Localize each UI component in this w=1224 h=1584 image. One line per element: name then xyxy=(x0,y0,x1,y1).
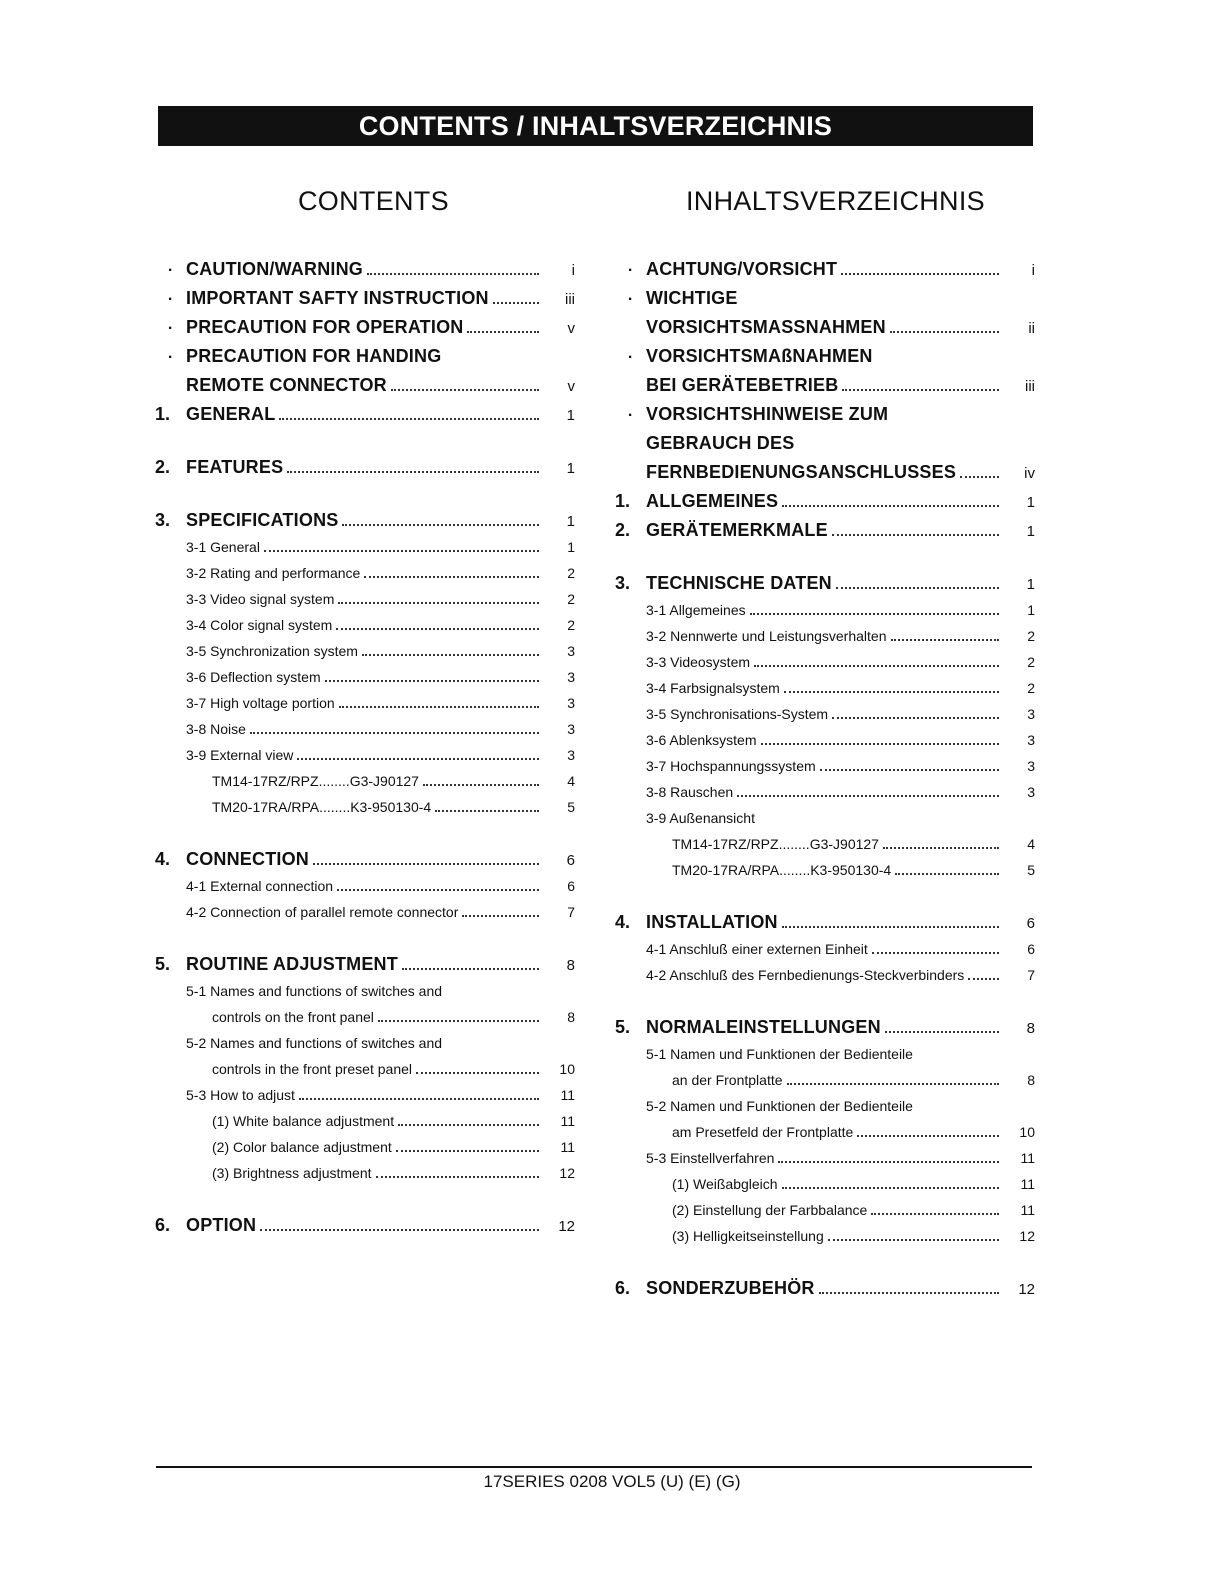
toc-entry-page: 3 xyxy=(567,747,575,763)
toc-entry-label: (3) Brightness adjustment xyxy=(212,1165,372,1181)
toc-entry xyxy=(155,585,575,611)
toc-entry-page: 2 xyxy=(1027,680,1035,696)
toc-entry xyxy=(155,1209,575,1238)
toc-dot-leader xyxy=(778,1161,999,1163)
toc-entry-label: 3-7 Hochspannungssystem xyxy=(646,758,816,774)
toc-entry-label: TECHNISCHE DATEN xyxy=(646,573,832,593)
toc-entry xyxy=(615,398,1035,427)
toc-entry xyxy=(615,596,1035,622)
toc-dot-leader xyxy=(462,915,539,917)
toc-entry xyxy=(155,793,575,819)
toc-dot-leader xyxy=(737,795,999,797)
toc-entry xyxy=(615,804,1035,830)
toc-entry-label: 3-5 Synchronisations-System xyxy=(646,706,829,722)
toc-dot-leader xyxy=(264,550,539,552)
german-contents-title: INHALTSVERZEICHNIS xyxy=(686,186,985,216)
toc-dot-leader xyxy=(337,889,539,891)
toc-dot-leader xyxy=(391,389,539,391)
toc-entry xyxy=(615,311,1035,340)
toc-entry-number: 6. xyxy=(155,1215,171,1235)
toc-entry-label: SONDERZUBEHÖR xyxy=(646,1278,815,1298)
toc-entry xyxy=(615,427,1035,456)
toc-entry xyxy=(155,1029,575,1055)
toc-entry xyxy=(155,898,575,924)
toc-entry xyxy=(155,1081,575,1107)
toc-entry-label: 3-1 General xyxy=(186,539,260,555)
toc-entry xyxy=(615,1118,1035,1144)
toc-entry xyxy=(155,451,575,480)
toc-dot-leader xyxy=(435,810,539,812)
toc-dot-leader xyxy=(885,1031,999,1033)
toc-entry-label: 3-3 Videosystem xyxy=(646,654,751,670)
toc-entry-page: 3 xyxy=(1027,706,1035,722)
toc-entry-page: 5 xyxy=(1027,862,1035,878)
toc-dot-leader xyxy=(313,863,539,865)
toc-entry-page: 6 xyxy=(567,878,575,894)
toc-entry xyxy=(615,1066,1035,1092)
toc-entry-page: 4 xyxy=(1027,836,1035,852)
toc-dot-leader xyxy=(467,331,539,333)
toc-entry-label: VORSICHTSMAßNAHMEN xyxy=(646,346,873,366)
toc-dot-leader xyxy=(364,576,539,578)
toc-dot-leader xyxy=(378,1020,539,1022)
toc-entry-page: 2 xyxy=(1027,654,1035,670)
toc-entry-page: 6 xyxy=(566,852,575,869)
toc-entry-page: v xyxy=(567,320,575,337)
toc-entry xyxy=(615,906,1035,935)
toc-entry xyxy=(155,1133,575,1159)
toc-entry-page: 1 xyxy=(1026,523,1035,540)
toc-entry-label: (1) Weißabgleich xyxy=(672,1176,778,1192)
toc-entry-number: 6. xyxy=(615,1278,631,1298)
toc-entry-page: 8 xyxy=(566,957,575,974)
toc-entry-label: 3-1 Allgemeines xyxy=(646,602,746,618)
toc-entry xyxy=(615,648,1035,674)
toc-entry-page: 11 xyxy=(560,1139,575,1155)
toc-entry-label: GEBRAUCH DES xyxy=(646,433,795,453)
toc-entry-label: an der Frontplatte xyxy=(672,1072,783,1088)
toc-entry-label: 4-1 External connection xyxy=(186,878,334,894)
toc-entry xyxy=(615,961,1035,987)
toc-entry-page: 1 xyxy=(566,513,575,530)
toc-entry-label: (1) White balance adjustment xyxy=(212,1113,395,1129)
toc-entry-label: 3-4 Farbsignalsystem xyxy=(646,680,780,696)
toc-dot-leader xyxy=(423,784,539,786)
toc-entry-page: 3 xyxy=(567,643,575,659)
toc-entry-label: VORSICHTSMASSNAHMEN xyxy=(646,317,886,337)
toc-dot-leader xyxy=(260,1229,539,1231)
toc-entry-label: 5-2 Namen und Funktionen der Bedienteile xyxy=(646,1098,913,1114)
toc-entry xyxy=(155,663,575,689)
toc-entry xyxy=(615,1272,1035,1301)
toc-entry xyxy=(155,843,575,872)
toc-entry-page: 3 xyxy=(567,695,575,711)
toc-entry-label: 5-3 How to adjust xyxy=(186,1087,295,1103)
toc-dot-leader xyxy=(841,273,999,275)
toc-dot-leader xyxy=(287,471,539,473)
toc-entry xyxy=(615,514,1035,543)
toc-entry-label: REMOTE CONNECTOR xyxy=(186,375,387,395)
toc-entry xyxy=(155,637,575,663)
toc-entry xyxy=(615,856,1035,882)
toc-entry-number: · xyxy=(627,407,634,424)
toc-entry-label: SPECIFICATIONS xyxy=(186,510,339,530)
toc-dot-leader xyxy=(784,691,999,693)
toc-entry-label: TM14-17RZ/RPZ........G3-J90127 xyxy=(672,836,879,852)
toc-entry xyxy=(615,700,1035,726)
toc-entry-page: 1 xyxy=(1027,602,1035,618)
toc-entry-page: 11 xyxy=(1020,1176,1035,1192)
toc-entry-label: NORMALEINSTELLUNGEN xyxy=(646,1017,881,1037)
toc-entry-page: 7 xyxy=(1027,967,1035,983)
toc-entry xyxy=(155,741,575,767)
toc-entry-label: FERNBEDIENUNGSANSCHLUSSES xyxy=(646,462,957,482)
toc-entry-label: am Presetfeld der Frontplatte xyxy=(672,1124,854,1140)
toc-entry-number xyxy=(155,922,186,924)
toc-entry-label: 3-5 Synchronization system xyxy=(186,643,358,659)
toc-entry-page: i xyxy=(1031,262,1035,279)
toc-dot-leader xyxy=(279,418,539,420)
toc-entry-label: controls in the front preset panel xyxy=(212,1061,413,1077)
toc-entry-page: 10 xyxy=(1019,1124,1035,1140)
toc-entry-number: 3. xyxy=(615,573,631,593)
toc-entry-label: 3-6 Ablenksystem xyxy=(646,732,757,748)
toc-entry-page: 8 xyxy=(567,1009,575,1025)
toc-entry-label: PRECAUTION FOR HANDING xyxy=(186,346,442,366)
toc-dot-leader xyxy=(960,476,999,478)
toc-dot-leader xyxy=(342,524,539,526)
toc-entry xyxy=(615,1196,1035,1222)
toc-entry-number: 2. xyxy=(615,520,631,540)
toc-dot-leader xyxy=(336,628,539,630)
toc-entry-page: i xyxy=(571,262,575,279)
toc-entry-label: TM14-17RZ/RPZ........G3-J90127 xyxy=(212,773,419,789)
toc-entry-label: 3-9 Außenansicht xyxy=(646,810,755,826)
toc-dot-leader xyxy=(891,639,1000,641)
toc-entry xyxy=(155,948,575,977)
toc-entry xyxy=(615,1170,1035,1196)
toc-entry-page: 3 xyxy=(1027,732,1035,748)
toc-entry xyxy=(615,485,1035,514)
toc-dot-leader xyxy=(493,302,539,304)
toc-entry xyxy=(155,977,575,1003)
toc-entry-number xyxy=(615,880,646,882)
toc-entry-page: 12 xyxy=(559,1165,575,1181)
toc-dot-leader xyxy=(339,706,539,708)
toc-entry xyxy=(615,282,1035,311)
toc-entry-number: 2. xyxy=(155,457,171,477)
toc-entry-label: OPTION xyxy=(186,1215,257,1235)
toc-entry-label: 3-2 Nennwerte und Leistungsverhalten xyxy=(646,628,887,644)
toc-entry xyxy=(155,369,575,398)
toc-entry-page: 11 xyxy=(1020,1202,1035,1218)
toc-entry-number: 5. xyxy=(615,1017,631,1037)
toc-dot-leader xyxy=(819,1292,999,1294)
toc-dot-leader xyxy=(416,1072,539,1074)
toc-entry xyxy=(615,778,1035,804)
toc-entry-page: 3 xyxy=(567,721,575,737)
toc-entry-page: 5 xyxy=(567,799,575,815)
german-contents-list xyxy=(615,253,1035,1301)
toc-entry xyxy=(155,611,575,637)
toc-entry-page: 12 xyxy=(1018,1281,1035,1298)
toc-entry xyxy=(155,689,575,715)
toc-entry xyxy=(615,567,1035,596)
toc-dot-leader xyxy=(832,717,999,719)
toc-entry-number: 1. xyxy=(155,404,171,424)
toc-dot-leader xyxy=(832,534,999,536)
toc-entry-label: 3-6 Deflection system xyxy=(186,669,321,685)
toc-entry-page: 8 xyxy=(1027,1072,1035,1088)
toc-entry-label: 5-3 Einstellverfahren xyxy=(646,1150,775,1166)
toc-dot-leader xyxy=(820,769,999,771)
toc-entry-page: iii xyxy=(1025,378,1035,395)
toc-entry-page: 6 xyxy=(1026,915,1035,932)
toc-entry xyxy=(615,830,1035,856)
toc-entry-page: 11 xyxy=(560,1113,575,1129)
toc-dot-leader xyxy=(787,1083,999,1085)
toc-entry xyxy=(615,1040,1035,1066)
toc-entry xyxy=(155,559,575,585)
toc-entry xyxy=(155,715,575,741)
toc-entry-number: · xyxy=(167,262,174,279)
toc-entry-label: TM20-17RA/RPA........K3-950130-4 xyxy=(212,799,432,815)
toc-entry xyxy=(615,726,1035,752)
toc-entry-label: ACHTUNG/VORSICHT xyxy=(646,259,838,279)
toc-entry-page: 8 xyxy=(1026,1020,1035,1037)
toc-dot-leader xyxy=(782,1187,999,1189)
toc-dot-leader xyxy=(890,331,999,333)
footer-divider xyxy=(156,1466,1032,1468)
toc-entry xyxy=(615,1144,1035,1170)
toc-dot-leader xyxy=(376,1176,539,1178)
toc-entry-page: 4 xyxy=(567,773,575,789)
toc-entry-number: 4. xyxy=(155,849,171,869)
toc-entry-number: · xyxy=(167,291,174,308)
toc-dot-leader xyxy=(398,1124,539,1126)
toc-entry-label: 3-8 Noise xyxy=(186,721,246,737)
toc-entry-page: 1 xyxy=(566,460,575,477)
toc-dot-leader xyxy=(750,613,999,615)
toc-dot-leader xyxy=(362,654,539,656)
toc-dot-leader xyxy=(367,273,539,275)
toc-entry-page: iii xyxy=(565,291,575,308)
toc-entry-label: 4-1 Anschluß einer externen Einheit xyxy=(646,941,868,957)
toc-entry xyxy=(615,369,1035,398)
toc-entry-label: PRECAUTION FOR OPERATION xyxy=(186,317,464,337)
toc-entry xyxy=(615,935,1035,961)
toc-entry-label: WICHTIGE xyxy=(646,288,738,308)
toc-dot-leader xyxy=(872,952,999,954)
toc-entry-label: FEATURES xyxy=(186,457,284,477)
toc-entry-page: 2 xyxy=(567,617,575,633)
toc-entry-label: (2) Einstellung der Farbbalance xyxy=(672,1202,868,1218)
toc-entry-number: · xyxy=(167,320,174,337)
toc-entry-page: 1 xyxy=(1026,576,1035,593)
toc-dot-leader xyxy=(396,1150,539,1152)
toc-entry-page: 2 xyxy=(567,565,575,581)
toc-entry xyxy=(155,398,575,427)
toc-entry-label: ALLGEMEINES xyxy=(646,491,779,511)
toc-entry-number: 4. xyxy=(615,912,631,932)
toc-entry-page: iv xyxy=(1024,465,1035,482)
toc-entry-label: 3-9 External view xyxy=(186,747,294,763)
toc-dot-leader xyxy=(782,505,999,507)
toc-entry-label: VORSICHTSHINWEISE ZUM xyxy=(646,404,889,424)
toc-entry xyxy=(615,1092,1035,1118)
toc-entry xyxy=(155,1159,575,1185)
toc-entry xyxy=(155,767,575,793)
toc-entry xyxy=(615,1222,1035,1248)
toc-entry-label: GERÄTEMERKMALE xyxy=(646,520,828,540)
toc-entry xyxy=(155,1055,575,1081)
toc-entry-page: ii xyxy=(1028,320,1035,337)
toc-dot-leader xyxy=(338,602,539,604)
toc-entry xyxy=(155,1107,575,1133)
toc-entry-number: 3. xyxy=(155,510,171,530)
toc-entry xyxy=(615,752,1035,778)
toc-entry-page: 11 xyxy=(560,1087,575,1103)
toc-entry-page: 10 xyxy=(559,1061,575,1077)
toc-entry xyxy=(155,311,575,340)
toc-entry-number xyxy=(155,1183,186,1185)
footer-document-code: 17SERIES 0208 VOL5 (U) (E) (G) xyxy=(483,1472,741,1491)
toc-entry-page: 6 xyxy=(1027,941,1035,957)
toc-entry xyxy=(155,533,575,559)
toc-entry xyxy=(155,872,575,898)
toc-entry-number: 5. xyxy=(155,954,171,974)
toc-entry-page: 3 xyxy=(567,669,575,685)
toc-entry-label: TM20-17RA/RPA........K3-950130-4 xyxy=(672,862,892,878)
toc-dot-leader xyxy=(895,873,999,875)
toc-dot-leader xyxy=(842,389,999,391)
toc-entry-page: 7 xyxy=(567,904,575,920)
toc-entry-label: 4-2 Anschluß des Fernbedienungs-Steckverbinders xyxy=(646,967,965,983)
toc-entry-label: IMPORTANT SAFTY INSTRUCTION xyxy=(186,288,489,308)
toc-entry-label: GENERAL xyxy=(186,404,276,424)
toc-dot-leader xyxy=(828,1239,999,1241)
toc-dot-leader xyxy=(754,665,999,667)
toc-entry-page: 1 xyxy=(567,539,575,555)
toc-entry-label: 5-1 Names and functions of switches and xyxy=(186,983,443,999)
toc-entry-label: 4-2 Connection of parallel remote connector xyxy=(186,904,459,920)
toc-entry-label: 3-7 High voltage portion xyxy=(186,695,335,711)
toc-entry-page: 3 xyxy=(1027,784,1035,800)
toc-entry xyxy=(615,456,1035,485)
toc-dot-leader xyxy=(297,758,539,760)
toc-dot-leader xyxy=(250,732,539,734)
toc-entry-label: CAUTION/WARNING xyxy=(186,259,363,279)
toc-entry-page: 11 xyxy=(1020,1150,1035,1166)
toc-entry-number xyxy=(155,817,186,819)
toc-entry-number: 1. xyxy=(615,491,631,511)
toc-entry-number: · xyxy=(627,262,634,279)
toc-dot-leader xyxy=(325,680,539,682)
toc-entry-page: 2 xyxy=(567,591,575,607)
toc-entry xyxy=(155,253,575,282)
toc-entry xyxy=(155,340,575,369)
toc-entry-page: 1 xyxy=(566,407,575,424)
toc-entry-page: 2 xyxy=(1027,628,1035,644)
page-banner: CONTENTS / INHALTSVERZEICHNIS xyxy=(158,106,1033,146)
toc-entry-label: 3-3 Video signal system xyxy=(186,591,335,607)
toc-entry xyxy=(155,1003,575,1029)
toc-entry-label: 5-1 Namen und Funktionen der Bedienteile xyxy=(646,1046,913,1062)
toc-entry xyxy=(615,1011,1035,1040)
toc-entry-number xyxy=(615,985,646,987)
toc-entry-page: 3 xyxy=(1027,758,1035,774)
toc-entry xyxy=(615,622,1035,648)
toc-entry-page: 1 xyxy=(1026,494,1035,511)
toc-entry-number xyxy=(615,1246,646,1248)
toc-entry-label: 3-8 Rauschen xyxy=(646,784,734,800)
toc-entry xyxy=(615,674,1035,700)
toc-entry-label: controls on the front panel xyxy=(212,1009,374,1025)
toc-entry-label: (2) Color balance adjustment xyxy=(212,1139,392,1155)
english-contents-list xyxy=(155,253,575,1238)
toc-entry-number: · xyxy=(167,349,174,366)
english-contents-title: CONTENTS xyxy=(298,186,449,216)
toc-dot-leader xyxy=(299,1098,539,1100)
toc-entry xyxy=(155,282,575,311)
toc-entry-label: INSTALLATION xyxy=(646,912,778,932)
toc-entry-label: 3-4 Color signal system xyxy=(186,617,333,633)
toc-dot-leader xyxy=(871,1213,999,1215)
toc-entry xyxy=(155,504,575,533)
toc-dot-leader xyxy=(761,743,1000,745)
toc-entry-label: CONNECTION xyxy=(186,849,309,869)
toc-entry-page: v xyxy=(567,378,575,395)
toc-entry-label: 5-2 Names and functions of switches and xyxy=(186,1035,443,1051)
toc-entry-label: BEI GERÄTEBETRIEB xyxy=(646,375,839,395)
toc-entry-page: 12 xyxy=(1019,1228,1035,1244)
toc-entry-number: · xyxy=(627,349,634,366)
toc-entry xyxy=(615,253,1035,282)
toc-dot-leader xyxy=(857,1135,999,1137)
toc-dot-leader xyxy=(402,968,539,970)
toc-entry-label: (3) Helligkeitseinstellung xyxy=(672,1228,824,1244)
toc-entry-label: 3-2 Rating and performance xyxy=(186,565,361,581)
toc-entry xyxy=(615,340,1035,369)
toc-entry-number: · xyxy=(627,291,634,308)
toc-dot-leader xyxy=(883,847,999,849)
toc-dot-leader xyxy=(782,926,999,928)
toc-dot-leader xyxy=(836,587,999,589)
toc-entry-page: 12 xyxy=(558,1218,575,1235)
toc-dot-leader xyxy=(968,978,999,980)
toc-entry-label: ROUTINE ADJUSTMENT xyxy=(186,954,398,974)
